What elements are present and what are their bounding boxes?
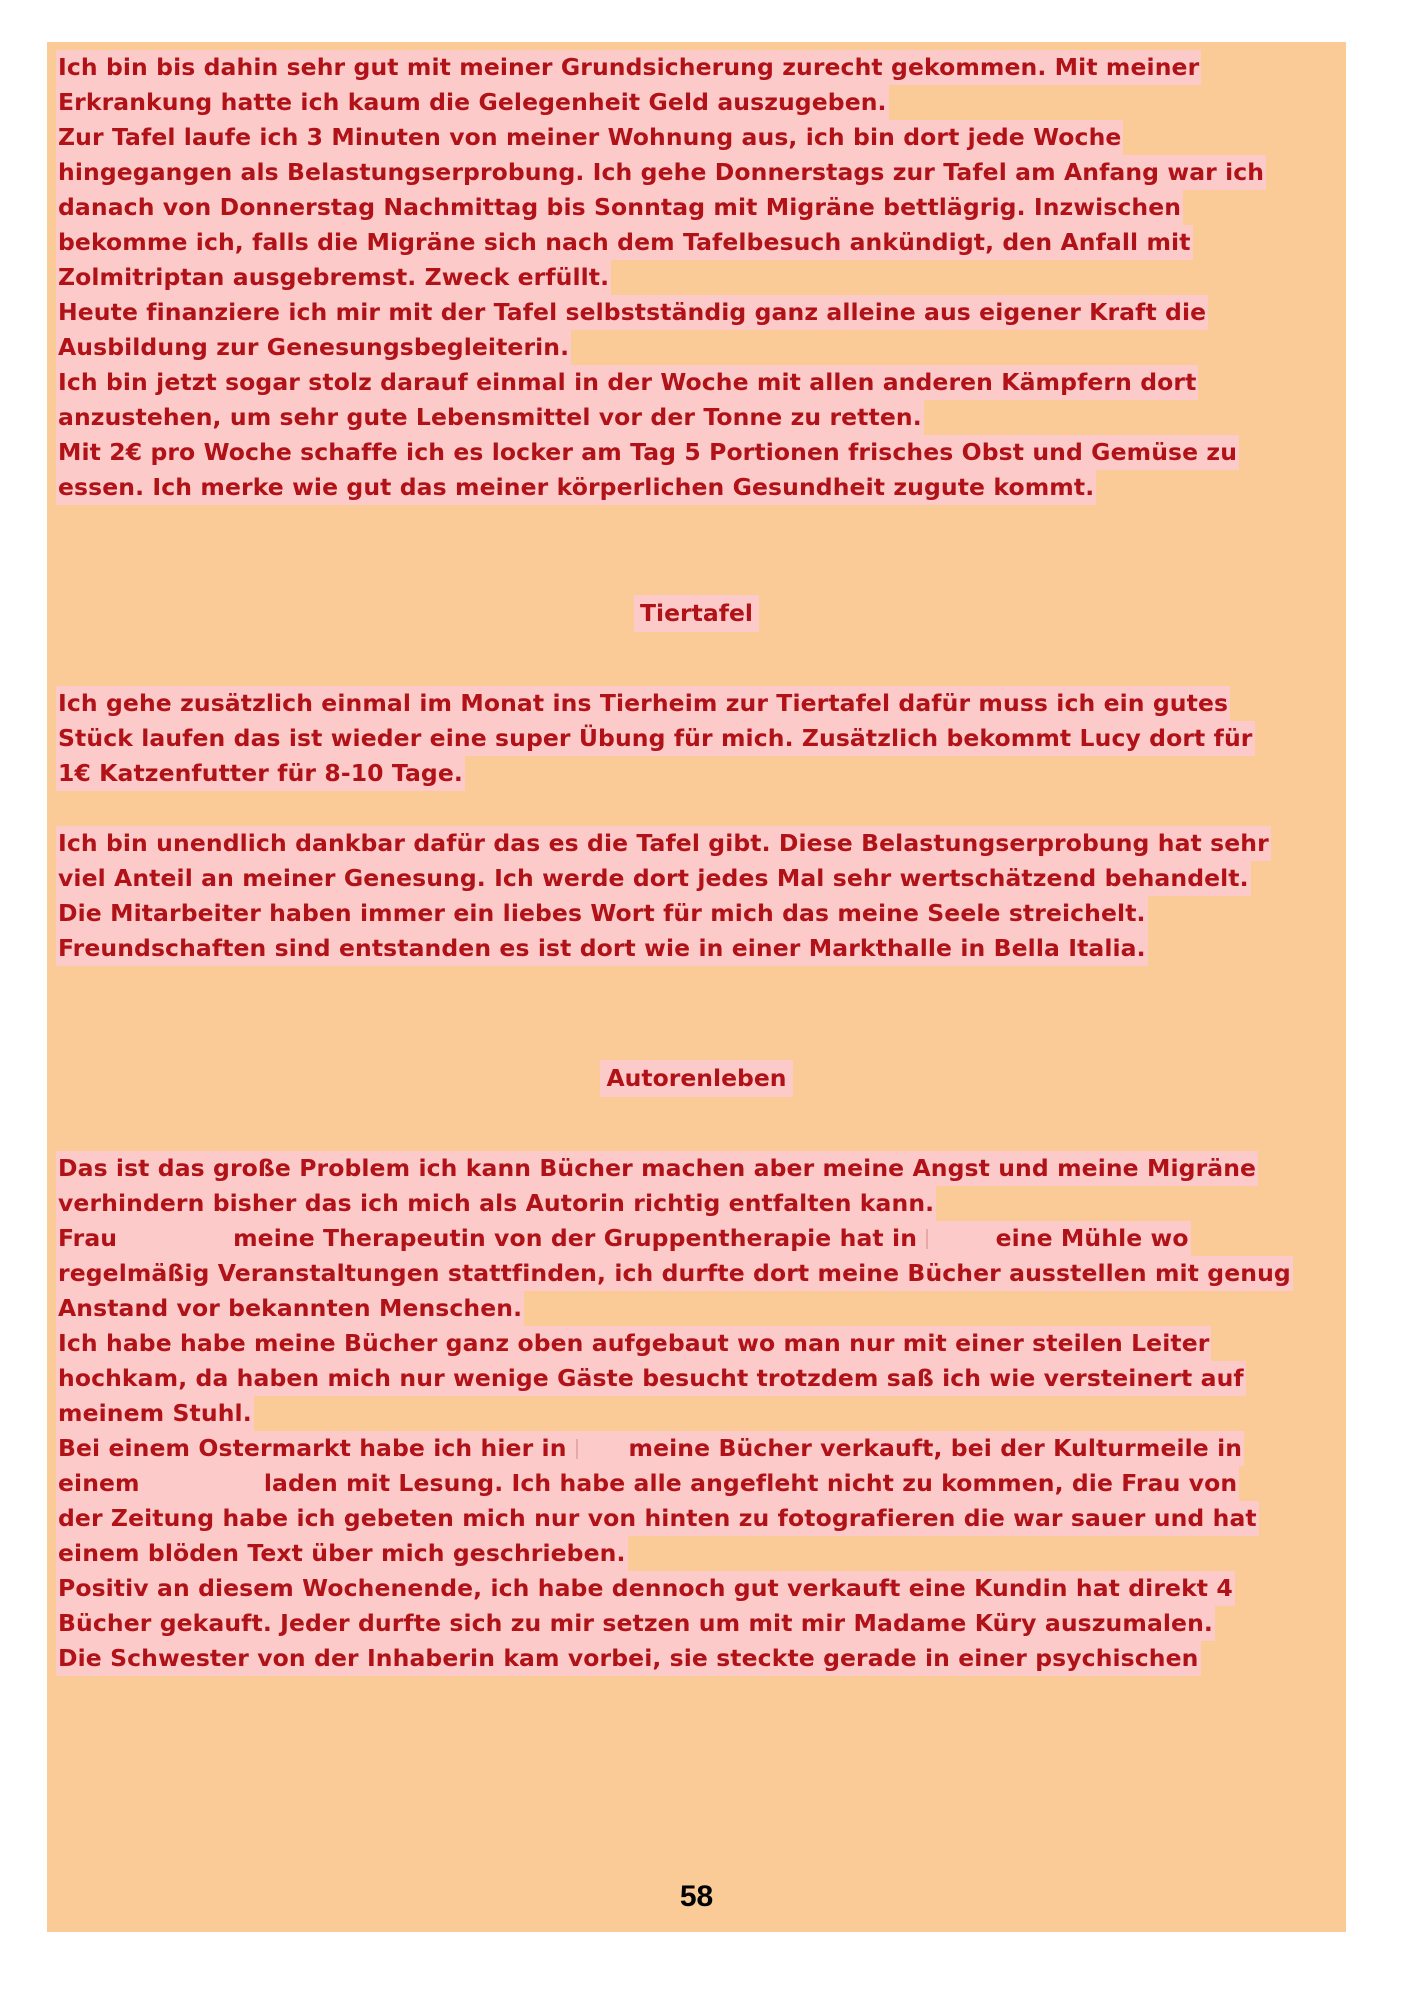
- blank-line: [56, 575, 1337, 593]
- text-line-redacted-laden: [56, 1466, 1337, 1501]
- text-line: Bücher gekauft. Jeder durfte sich zu mir setzen um mit mir Madame Küry auszumalen.: [56, 1606, 1337, 1641]
- page-number: 58: [679, 1880, 714, 1913]
- text-line: Positiv an diesem Wochenende, ich habe dennoch gut verkauft eine Kundin hat direkt 4: [56, 1571, 1337, 1606]
- text-line: einem blöden Text über mich geschrieben.: [56, 1536, 1337, 1571]
- blank-line: [56, 1036, 1337, 1058]
- text-line: Mit 2€ pro Woche schaffe ich es locker am Tag 5 Portionen frisches Obst und Gemüse zu: [56, 435, 1337, 470]
- blank-line: [56, 668, 1337, 686]
- text-line: Heute finanziere ich mir mit der Tafel selbstständig ganz alleine aus eigener Kraft die: [56, 295, 1337, 330]
- text-line: Ich bin jetzt sogar stolz darauf einmal in der Woche mit allen anderen Kämpfern dort: [56, 365, 1337, 400]
- blank-line: [56, 540, 1337, 575]
- text-fragment: einem: [58, 1469, 140, 1497]
- text-line: Ich bin unendlich dankbar dafür das es die Tafel gibt. Diese Belastungserprobung hat sehr: [56, 826, 1337, 861]
- text-line: Zolmitriptan ausgebremst. Zweck erfüllt.: [56, 260, 1337, 295]
- text-line: viel Anteil an meiner Genesung. Ich werde dort jedes Mal sehr wertschätzend behandelt.: [56, 861, 1337, 896]
- paragraph-block-3: [56, 826, 1337, 966]
- blank-line: [56, 1001, 1337, 1036]
- text-line: bekomme ich, falls die Migräne sich nach dem Tafelbesuch ankündigt, den Anfall mit: [56, 225, 1337, 260]
- redaction-mark: [576, 1439, 578, 1459]
- text-line: Zur Tafel laufe ich 3 Minuten von meiner Wohnung aus, ich bin dort jede Woche: [56, 120, 1337, 155]
- text-fragment: meine Bücher verkauft, bei der Kulturmeile in: [628, 1434, 1243, 1462]
- text-line-redacted-ostermarkt: [56, 1431, 1337, 1466]
- text-line: Freundschaften sind entstanden es ist dort wie in einer Markthalle in Bella Italia.: [56, 931, 1337, 966]
- text-line: regelmäßig Veranstaltungen stattfinden, ich durfte dort meine Bücher ausstellen mit genug: [56, 1256, 1337, 1291]
- text-line: hingegangen als Belastungserprobung. Ich gehe Donnerstags zur Tafel am Anfang war ich: [56, 155, 1337, 190]
- section-heading-autorenleben: Autorenleben: [56, 1058, 1337, 1098]
- paragraph-block-1: [56, 50, 1337, 505]
- paragraph-block-2: [56, 686, 1337, 791]
- blank-line: [56, 966, 1337, 1001]
- text-line: Stück laufen das ist wieder eine super Übung für mich. Zusätzlich bekommt Lucy dort für: [56, 721, 1337, 756]
- text-line: Anstand vor bekannten Menschen.: [56, 1291, 1337, 1326]
- blank-line: [56, 1133, 1337, 1151]
- text-line: essen. Ich merke wie gut das meiner körperlichen Gesundheit zugute kommt.: [56, 470, 1337, 505]
- blank-line: [56, 791, 1337, 826]
- text-line: Ich habe habe meine Bücher ganz oben aufgebaut wo man nur mit einer steilen Leiter: [56, 1326, 1337, 1361]
- text-fragment: Bei einem Ostermarkt habe ich hier in: [58, 1434, 567, 1462]
- text-line: der Zeitung habe ich gebeten mich nur von hinten zu fotografieren die war sauer und hat: [56, 1501, 1337, 1536]
- text-fragment: Frau: [58, 1224, 118, 1252]
- text-line: Die Schwester von der Inhaberin kam vorbei, sie steckte gerade in einer psychischen: [56, 1641, 1337, 1676]
- text-line: meinem Stuhl.: [56, 1396, 1337, 1431]
- text-line: verhindern bisher das ich mich als Autorin richtig entfalten kann.: [56, 1186, 1337, 1221]
- blank-line: [56, 633, 1337, 668]
- document-page: [47, 42, 1346, 1932]
- section-heading-tiertafel: Tiertafel: [56, 593, 1337, 633]
- text-line: hochkam, da haben mich nur wenige Gäste besucht trotzdem saß ich wie versteinert auf: [56, 1361, 1337, 1396]
- paragraph-block-4: [56, 1151, 1337, 1676]
- text-fragment: laden mit Lesung. Ich habe alle angefleht nicht zu kommen, die Frau von: [263, 1469, 1238, 1497]
- text-line: Ich bin bis dahin sehr gut mit meiner Grundsicherung zurecht gekommen. Mit meiner: [56, 50, 1337, 85]
- page-content: [56, 50, 1337, 1676]
- text-fragment: meine Therapeutin von der Gruppentherapie hat in: [233, 1224, 918, 1252]
- text-line: 1€ Katzenfutter für 8-10 Tage.: [56, 756, 1337, 791]
- text-line: Ich gehe zusätzlich einmal im Monat ins Tierheim zur Tiertafel dafür muss ich ein gutes: [56, 686, 1337, 721]
- text-line: Die Mitarbeiter haben immer ein liebes Wort für mich das meine Seele streichelt.: [56, 896, 1337, 931]
- text-line-redacted-frau: [56, 1221, 1337, 1256]
- blank-line: [56, 505, 1337, 540]
- text-line: anzustehen, um sehr gute Lebensmittel vor der Tonne zu retten.: [56, 400, 1337, 435]
- blank-line: [56, 1098, 1337, 1133]
- text-line: Das ist das große Problem ich kann Bücher machen aber meine Angst und meine Migräne: [56, 1151, 1337, 1186]
- text-fragment: eine Mühle wo: [995, 1224, 1189, 1252]
- text-line: Erkrankung hatte ich kaum die Gelegenheit Geld auszugeben.: [56, 85, 1337, 120]
- redaction-mark: [926, 1229, 928, 1249]
- text-line: Ausbildung zur Genesungsbegleiterin.: [56, 330, 1337, 365]
- text-line: danach von Donnerstag Nachmittag bis Sonntag mit Migräne bettlägrig. Inzwischen: [56, 190, 1337, 225]
